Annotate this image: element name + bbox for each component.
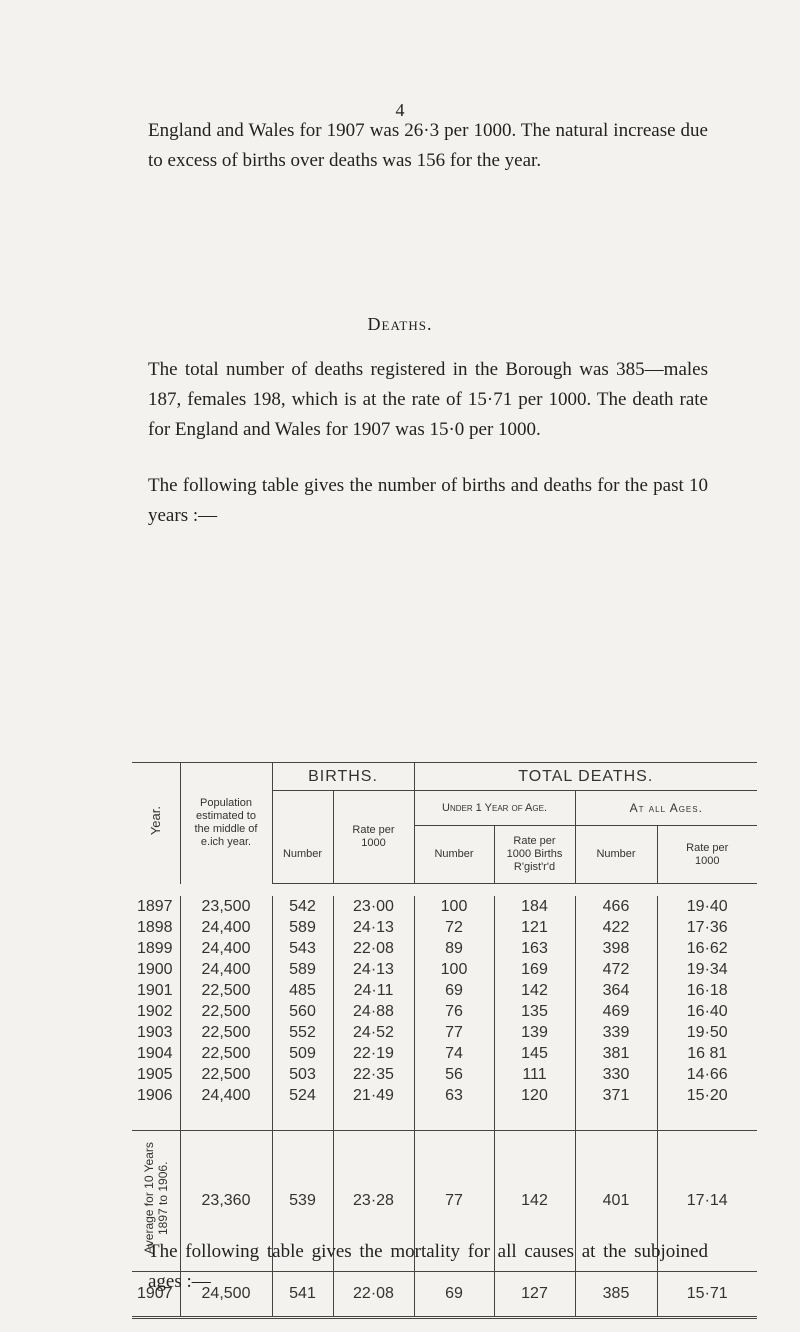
final-population: 24,500 (180, 1272, 272, 1318)
cell-all-number: 371 (575, 1085, 657, 1106)
table-row (132, 1001, 757, 1022)
table-row (132, 959, 757, 980)
cell-all-number: 364 (575, 980, 657, 1001)
cell-under-one-number: 69 (414, 980, 494, 1001)
cell-births-rate: 22·35 (333, 1064, 414, 1085)
avg-population: 23,360 (180, 1131, 272, 1272)
cell-all-rate: 16·40 (686, 1002, 728, 1020)
paragraph-mortality-intro: The following table gives the mortality for all causes at the subjoined ages :— (148, 1241, 708, 1292)
cell-year: 1898 (132, 917, 180, 938)
paragraph-birth-rate: England and Wales for 1907 was 26·3 per 1000. The natural increase due to excess of births over deaths was 156 for the year. (148, 120, 708, 171)
header-year: Year. (147, 806, 163, 836)
final-year: 1907 (132, 1272, 180, 1318)
cell-all-rate: 17·36 (686, 918, 728, 936)
cell-births-number: 560 (272, 1001, 333, 1022)
section-heading-deaths: Deaths. (367, 314, 433, 334)
cell-year: 1897 (132, 896, 180, 917)
cell-births-number: 589 (272, 959, 333, 980)
cell-births-rate: 22·19 (333, 1043, 414, 1064)
header-under-one-year: Under 1 Year of Age. (414, 791, 575, 826)
cell-under-one-rate: 169 (494, 959, 575, 980)
final-under-one-rate: 127 (494, 1272, 575, 1318)
table-row (132, 980, 757, 1001)
table-row (132, 896, 757, 917)
header-total-deaths: TOTAL DEATHS. (414, 763, 757, 791)
cell-births-number: 485 (272, 980, 333, 1001)
average-label: Average for 10 Years 1897 to 1906. (141, 1142, 170, 1255)
cell-under-one-rate: 120 (494, 1085, 575, 1106)
header-population: Population estimated to the middle of e.ich year. (180, 763, 272, 884)
cell-population: 22,500 (180, 1001, 272, 1022)
cell-all-number: 398 (575, 938, 657, 959)
cell-births-rate: 23·00 (333, 896, 414, 917)
cell-all-rate: 19·50 (686, 1023, 728, 1041)
cell-all-number: 469 (575, 1001, 657, 1022)
header-births-number: Number (272, 791, 333, 884)
header-under-one-number: Number (414, 826, 494, 884)
cell-population: 24,400 (180, 938, 272, 959)
cell-under-one-rate: 184 (494, 896, 575, 917)
cell-all-rate: 19·34 (686, 960, 728, 978)
paragraph-table-intro: The following table gives the number of births and deaths for the past 10 years :— (148, 475, 708, 526)
cell-population: 22,500 (180, 980, 272, 1001)
cell-under-one-rate: 121 (494, 917, 575, 938)
table-row (132, 938, 757, 959)
cell-under-one-rate: 139 (494, 1022, 575, 1043)
cell-all-number: 381 (575, 1043, 657, 1064)
cell-under-one-number: 56 (414, 1064, 494, 1085)
cell-under-one-number: 63 (414, 1085, 494, 1106)
table-row (132, 1064, 757, 1085)
final-births-number: 541 (272, 1272, 333, 1318)
cell-births-rate: 24·13 (333, 917, 414, 938)
cell-under-one-number: 72 (414, 917, 494, 938)
cell-year: 1901 (132, 980, 180, 1001)
cell-year: 1899 (132, 938, 180, 959)
cell-population: 24,400 (180, 1085, 272, 1106)
cell-all-rate: 19·40 (686, 897, 728, 915)
cell-births-number: 524 (272, 1085, 333, 1106)
cell-under-one-number: 100 (414, 959, 494, 980)
cell-births-rate: 24·13 (333, 959, 414, 980)
header-all-ages-number: Number (575, 826, 657, 884)
cell-births-number: 509 (272, 1043, 333, 1064)
cell-births-number: 543 (272, 938, 333, 959)
cell-population: 22,500 (180, 1022, 272, 1043)
header-births: BIRTHS. (272, 763, 414, 791)
births-deaths-table (132, 762, 757, 1319)
avg-under-one-number: 77 (414, 1131, 494, 1272)
avg-births-number: 539 (272, 1131, 333, 1272)
cell-all-number: 330 (575, 1064, 657, 1085)
cell-births-rate: 24·52 (333, 1022, 414, 1043)
cell-population: 22,500 (180, 1043, 272, 1064)
cell-under-one-rate: 135 (494, 1001, 575, 1022)
header-year-cell (132, 763, 180, 884)
cell-year: 1902 (132, 1001, 180, 1022)
cell-under-one-number: 89 (414, 938, 494, 959)
table-row (132, 1043, 757, 1064)
cell-under-one-rate: 111 (494, 1064, 575, 1085)
cell-all-number: 466 (575, 896, 657, 917)
cell-births-number: 503 (272, 1064, 333, 1085)
cell-all-number: 422 (575, 917, 657, 938)
final-all-rate: 15·71 (657, 1272, 757, 1318)
table-row (132, 917, 757, 938)
cell-under-one-rate: 145 (494, 1043, 575, 1064)
cell-all-rate: 14·66 (686, 1065, 728, 1083)
cell-year: 1900 (132, 959, 180, 980)
final-under-one-number: 69 (414, 1272, 494, 1318)
table-row (132, 1085, 757, 1106)
cell-births-rate: 24·88 (333, 1001, 414, 1022)
cell-under-one-rate: 163 (494, 938, 575, 959)
cell-under-one-number: 74 (414, 1043, 494, 1064)
table-header (132, 763, 757, 884)
cell-all-number: 472 (575, 959, 657, 980)
yearly-rows (132, 884, 757, 1107)
cell-all-rate: 16·62 (686, 939, 728, 957)
cell-year: 1904 (132, 1043, 180, 1064)
cell-births-rate: 21·49 (333, 1085, 414, 1106)
cell-births-number: 589 (272, 917, 333, 938)
header-under-one-rate: Rate per 1000 Births R'gist'r'd (494, 826, 575, 884)
avg-births-rate: 23·28 (333, 1131, 414, 1272)
cell-births-number: 542 (272, 896, 333, 917)
final-all-number: 385 (575, 1272, 657, 1318)
paragraph-deaths-summary: The total number of deaths registered in the Borough was 385—males 187, females 198, which is at the rate of 15·71 per 1000. The death rate for England and Wales for 1907 was 15·0 per 1000. (148, 359, 708, 440)
cell-population: 22,500 (180, 1064, 272, 1085)
cell-births-number: 552 (272, 1022, 333, 1043)
cell-population: 24,400 (180, 917, 272, 938)
table-row (132, 1022, 757, 1043)
cell-all-number: 339 (575, 1022, 657, 1043)
cell-all-rate: 16 81 (687, 1044, 728, 1062)
header-births-rate: Rate per 1000 (333, 791, 414, 884)
cell-under-one-number: 76 (414, 1001, 494, 1022)
cell-under-one-number: 100 (414, 896, 494, 917)
cell-births-rate: 24·11 (333, 980, 414, 1001)
cell-births-rate: 22·08 (333, 938, 414, 959)
cell-under-one-number: 77 (414, 1022, 494, 1043)
cell-all-rate: 16·18 (686, 981, 728, 999)
cell-population: 23,500 (180, 896, 272, 917)
final-births-rate: 22·08 (333, 1272, 414, 1318)
header-all-ages: At all Ages. (575, 791, 757, 826)
avg-all-rate: 17·14 (657, 1131, 757, 1272)
page-number: 4 (395, 100, 405, 120)
cell-under-one-rate: 142 (494, 980, 575, 1001)
avg-under-one-rate: 142 (494, 1131, 575, 1272)
cell-year: 1906 (132, 1085, 180, 1106)
cell-year: 1903 (132, 1022, 180, 1043)
cell-all-rate: 15·20 (686, 1086, 728, 1104)
cell-population: 24,400 (180, 959, 272, 980)
header-all-ages-rate: Rate per 1000 (657, 826, 757, 884)
cell-year: 1905 (132, 1064, 180, 1085)
avg-all-number: 401 (575, 1131, 657, 1272)
